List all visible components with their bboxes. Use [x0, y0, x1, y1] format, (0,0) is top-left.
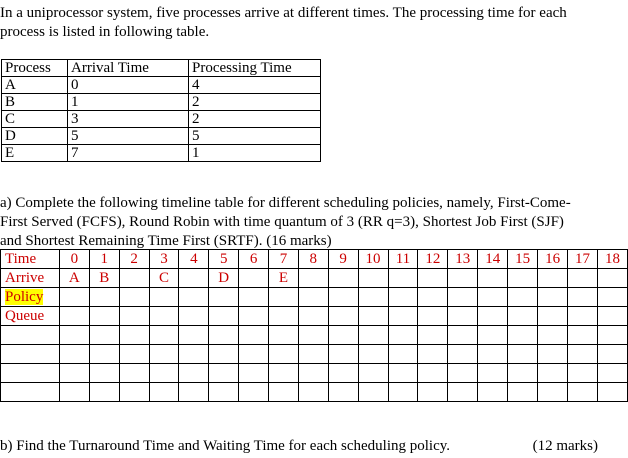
empty-cell [418, 364, 448, 383]
empty-cell [269, 364, 299, 383]
empty-cell [89, 364, 119, 383]
empty-cell [448, 326, 478, 345]
empty-cell [448, 383, 478, 402]
arrival-cell: C [149, 269, 179, 288]
empty-cell [358, 364, 388, 383]
arrival-cell [508, 269, 538, 288]
policy-cell [538, 288, 568, 307]
empty-cell [597, 364, 627, 383]
empty-cell [418, 326, 448, 345]
empty-cell [119, 364, 149, 383]
empty-cell [149, 383, 179, 402]
timeline-empty-row [1, 364, 628, 383]
timeline-empty-row [1, 326, 628, 345]
empty-cell [179, 345, 209, 364]
empty-cell [298, 383, 328, 402]
policy-cell [388, 288, 418, 307]
empty-cell [448, 345, 478, 364]
queue-cell [179, 307, 209, 326]
empty-cell [418, 383, 448, 402]
time-cell: 0 [59, 250, 89, 269]
policy-cell [298, 288, 328, 307]
empty-cell [478, 383, 508, 402]
empty-cell [388, 326, 418, 345]
empty-cell [597, 326, 627, 345]
empty-cell [239, 326, 269, 345]
timeline-empty-row-label [1, 326, 60, 345]
timeline-time-row [1, 250, 628, 269]
process-row [2, 145, 321, 162]
empty-cell [149, 345, 179, 364]
arrival-cell: B [89, 269, 119, 288]
empty-cell [89, 326, 119, 345]
empty-cell [298, 345, 328, 364]
arrival-cell [358, 269, 388, 288]
queue-cell [478, 307, 508, 326]
process-name-cell: E [2, 145, 68, 162]
arrival-cell [478, 269, 508, 288]
queue-cell [568, 307, 598, 326]
arrival-cell [298, 269, 328, 288]
time-cell: 7 [269, 250, 299, 269]
policy-cell [89, 288, 119, 307]
queue-cell [209, 307, 239, 326]
header-process: Process [2, 60, 68, 77]
process-table-header-row [2, 60, 321, 77]
empty-cell [89, 345, 119, 364]
time-cell: 2 [119, 250, 149, 269]
arrival-time-cell: 5 [68, 128, 189, 145]
processing-time-cell: 4 [189, 77, 321, 94]
timeline-time-row-label-text: Time [5, 251, 37, 267]
timeline-time-row-label [1, 250, 60, 269]
empty-cell [269, 345, 299, 364]
time-cell: 18 [597, 250, 627, 269]
timeline-table [0, 249, 628, 402]
arrival-cell: A [59, 269, 89, 288]
process-name-cell: A [2, 77, 68, 94]
empty-cell [89, 383, 119, 402]
empty-cell [568, 383, 598, 402]
policy-cell [209, 288, 239, 307]
empty-cell [538, 364, 568, 383]
empty-cell [448, 364, 478, 383]
empty-cell [119, 326, 149, 345]
empty-cell [269, 383, 299, 402]
empty-cell [388, 345, 418, 364]
empty-cell [298, 364, 328, 383]
time-cell: 5 [209, 250, 239, 269]
arrival-cell: E [269, 269, 299, 288]
queue-cell [298, 307, 328, 326]
time-cell: 12 [418, 250, 448, 269]
policy-cell [59, 288, 89, 307]
empty-cell [538, 345, 568, 364]
queue-cell [269, 307, 299, 326]
empty-cell [239, 383, 269, 402]
empty-cell [568, 326, 598, 345]
timeline-arrive-row-label-text: Arrive [5, 270, 45, 286]
empty-cell [597, 383, 627, 402]
empty-cell [298, 326, 328, 345]
empty-cell [418, 345, 448, 364]
empty-cell [388, 364, 418, 383]
arrival-cell [448, 269, 478, 288]
empty-cell [149, 326, 179, 345]
arrival-cell [568, 269, 598, 288]
processing-time-cell: 5 [189, 128, 321, 145]
policy-cell [179, 288, 209, 307]
queue-cell [418, 307, 448, 326]
empty-cell [508, 383, 538, 402]
policy-cell [448, 288, 478, 307]
process-name-cell: B [2, 94, 68, 111]
time-cell: 4 [179, 250, 209, 269]
time-cell: 13 [448, 250, 478, 269]
empty-cell [209, 364, 239, 383]
policy-cell [328, 288, 358, 307]
empty-cell [568, 364, 598, 383]
timeline-empty-row [1, 383, 628, 402]
timeline-empty-row [1, 345, 628, 364]
process-table [1, 59, 321, 162]
process-row [2, 111, 321, 128]
part-a-line-3: and Shortest Remaining Time First (SRTF). (16 marks) [0, 233, 332, 249]
empty-cell [209, 345, 239, 364]
empty-cell [239, 345, 269, 364]
timeline-queue-row-label-text: Queue [5, 308, 45, 324]
queue-cell [538, 307, 568, 326]
policy-cell [239, 288, 269, 307]
arrival-cell [597, 269, 627, 288]
empty-cell [328, 326, 358, 345]
intro-line-1: In a uniprocessor system, five processes arrive at different times. The processing time for each [0, 5, 567, 21]
arrival-cell [538, 269, 568, 288]
timeline-policy-row-label [1, 288, 60, 307]
empty-cell [358, 345, 388, 364]
empty-cell [478, 345, 508, 364]
empty-cell [59, 383, 89, 402]
queue-cell [448, 307, 478, 326]
arrival-time-cell: 1 [68, 94, 189, 111]
queue-cell [149, 307, 179, 326]
timeline-arrive-row-label [1, 269, 60, 288]
empty-cell [358, 326, 388, 345]
empty-cell [179, 364, 209, 383]
time-cell: 14 [478, 250, 508, 269]
empty-cell [478, 364, 508, 383]
policy-cell [597, 288, 627, 307]
policy-cell [119, 288, 149, 307]
time-cell: 17 [568, 250, 598, 269]
empty-cell [538, 383, 568, 402]
timeline-empty-row-label [1, 383, 60, 402]
time-cell: 10 [358, 250, 388, 269]
part-b-paragraph [0, 437, 606, 456]
empty-cell [508, 345, 538, 364]
arrival-cell: D [209, 269, 239, 288]
time-cell: 6 [239, 250, 269, 269]
arrival-time-cell: 3 [68, 111, 189, 128]
processing-time-cell: 1 [189, 145, 321, 162]
empty-cell [597, 345, 627, 364]
policy-cell [508, 288, 538, 307]
arrival-cell [418, 269, 448, 288]
header-processing-time: Processing Time [189, 60, 321, 77]
timeline-queue-row-label [1, 307, 60, 326]
empty-cell [328, 345, 358, 364]
empty-cell [478, 326, 508, 345]
policy-cell [418, 288, 448, 307]
arrival-cell [119, 269, 149, 288]
time-cell: 8 [298, 250, 328, 269]
header-arrival-time: Arrival Time [68, 60, 189, 77]
time-cell: 11 [388, 250, 418, 269]
time-cell: 3 [149, 250, 179, 269]
empty-cell [388, 383, 418, 402]
queue-cell [239, 307, 269, 326]
queue-cell [358, 307, 388, 326]
policy-cell [149, 288, 179, 307]
queue-cell [508, 307, 538, 326]
empty-cell [59, 345, 89, 364]
processing-time-cell: 2 [189, 111, 321, 128]
part-a-line-1: a) Complete the following timeline table for different scheduling policies, namely, First-Come- [0, 195, 571, 211]
empty-cell [119, 383, 149, 402]
policy-cell [358, 288, 388, 307]
empty-cell [358, 383, 388, 402]
process-name-cell: C [2, 111, 68, 128]
timeline-policy-row-label-text: Policy [5, 289, 44, 305]
process-row [2, 94, 321, 111]
timeline-queue-row [1, 307, 628, 326]
empty-cell [179, 326, 209, 345]
timeline-empty-row-label [1, 364, 60, 383]
empty-cell [508, 326, 538, 345]
policy-cell [269, 288, 299, 307]
process-row [2, 128, 321, 145]
empty-cell [149, 364, 179, 383]
empty-cell [59, 326, 89, 345]
processing-time-cell: 2 [189, 94, 321, 111]
part-a-paragraph [0, 194, 571, 251]
arrival-cell [388, 269, 418, 288]
empty-cell [119, 345, 149, 364]
empty-cell [508, 364, 538, 383]
time-cell: 15 [508, 250, 538, 269]
part-b-text: b) Find the Turnaround Time and Waiting Time for each scheduling policy. [0, 438, 451, 454]
part-b-marks: (12 marks) [532, 438, 598, 454]
time-cell: 1 [89, 250, 119, 269]
empty-cell [269, 326, 299, 345]
empty-cell [209, 383, 239, 402]
policy-cell [478, 288, 508, 307]
arrival-cell [239, 269, 269, 288]
queue-cell [328, 307, 358, 326]
timeline-policy-row [1, 288, 628, 307]
arrival-cell [179, 269, 209, 288]
policy-cell [568, 288, 598, 307]
time-cell: 16 [538, 250, 568, 269]
empty-cell [568, 345, 598, 364]
time-cell: 9 [328, 250, 358, 269]
empty-cell [59, 364, 89, 383]
empty-cell [328, 364, 358, 383]
queue-cell [388, 307, 418, 326]
empty-cell [209, 326, 239, 345]
empty-cell [239, 364, 269, 383]
intro-paragraph [0, 4, 567, 42]
queue-cell [89, 307, 119, 326]
queue-cell [59, 307, 89, 326]
empty-cell [179, 383, 209, 402]
part-a-line-2: First Served (FCFS), Round Robin with time quantum of 3 (RR q=3), Shortest Job First (SJF) [0, 214, 564, 230]
timeline-arrive-row [1, 269, 628, 288]
empty-cell [328, 383, 358, 402]
arrival-time-cell: 7 [68, 145, 189, 162]
arrival-cell [328, 269, 358, 288]
queue-cell [119, 307, 149, 326]
empty-cell [538, 326, 568, 345]
intro-line-2: process is listed in following table. [0, 24, 210, 40]
process-row [2, 77, 321, 94]
timeline-empty-row-label [1, 345, 60, 364]
arrival-time-cell: 0 [68, 77, 189, 94]
queue-cell [597, 307, 627, 326]
process-name-cell: D [2, 128, 68, 145]
